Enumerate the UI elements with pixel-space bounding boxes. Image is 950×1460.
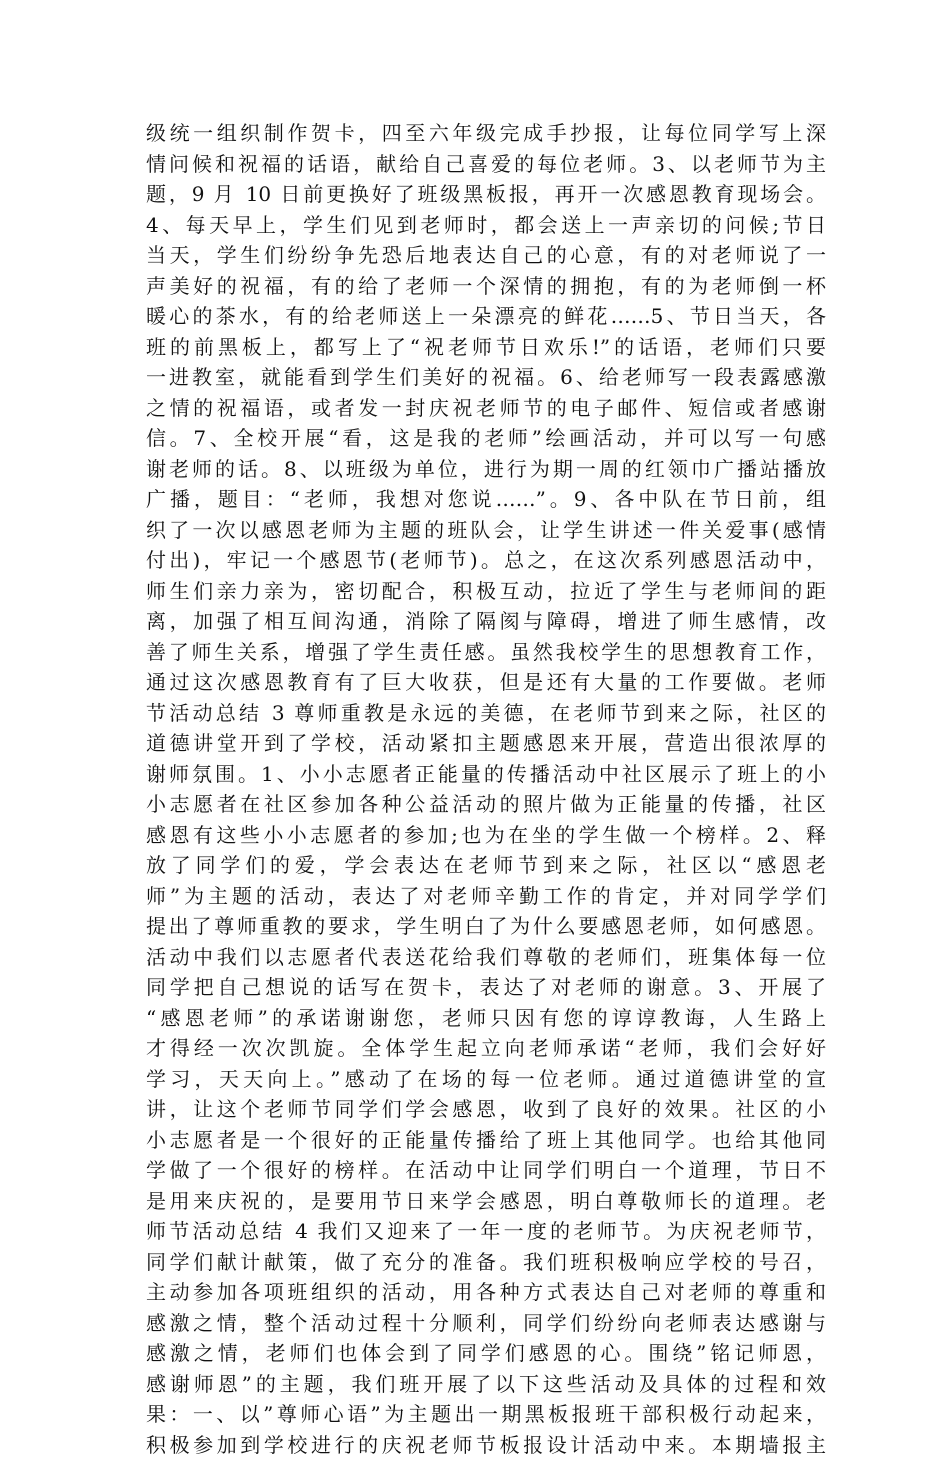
text-line: 放了同学们的爱，学会表达在老师节到来之际，社区以“感恩老 (146, 850, 826, 881)
text-line: 果：一、以”尊师心语”为主题出一期黑板报班干部积极行动起来， (146, 1399, 826, 1430)
text-line: 师生们亲力亲为，密切配合，积极互动，拉近了学生与老师间的距 (146, 576, 826, 607)
text-line: 学习，天天向上。”感动了在场的每一位老师。通过道德讲堂的宣 (146, 1064, 826, 1095)
text-line: 之情的祝福语，或者发一封庆祝老师节的电子邮件、短信或者感谢 (146, 393, 826, 424)
text-line: 一进教室，就能看到学生们美好的祝福。6、给老师写一段表露感激 (146, 362, 826, 393)
text-line: 广播，题目：“老师，我想对您说……”。9、各中队在节日前，组 (146, 484, 826, 515)
text-line: 师”为主题的活动，表达了对老师辛勤工作的肯定，并对同学学们 (146, 881, 826, 912)
text-line: 感恩有这些小小志愿者的参加;也为在坐的学生做一个榜样。2、释 (146, 820, 826, 851)
text-line: 感谢师恩”的主题，我们班开展了以下这些活动及具体的过程和效 (146, 1369, 826, 1400)
text-line: 通过这次感恩教育有了巨大收获，但是还有大量的工作要做。老师 (146, 667, 826, 698)
text-line: 活动中我们以志愿者代表送花给我们尊敬的老师们，班集体每一位 (146, 942, 826, 973)
text-line: 题，9 月 10 日前更换好了班级黑板报，再开一次感恩教育现场会。 (146, 179, 826, 210)
text-line: 当天，学生们纷纷争先恐后地表达自己的心意，有的对老师说了一 (146, 240, 826, 271)
text-line: 才得经一次次凯旋。全体学生起立向老师承诺“老师，我们会好好 (146, 1033, 826, 1064)
text-line: 提出了尊师重教的要求，学生明白了为什么要感恩老师，如何感恩。 (146, 911, 826, 942)
text-line: 小志愿者是一个很好的正能量传播给了班上其他同学。也给其他同 (146, 1125, 826, 1156)
text-line: 暖心的茶水，有的给老师送上一朵漂亮的鲜花……5、节日当天，各 (146, 301, 826, 332)
text-line: 积极参加到学校进行的庆祝老师节板报设计活动中来。本期墙报主 (146, 1430, 826, 1460)
text-line: 班的前黑板上，都写上了“祝老师节日欢乐!”的话语，老师们只要 (146, 332, 826, 363)
text-line: “感恩老师”的承诺谢谢您，老师只因有您的谆谆教诲，人生路上 (146, 1003, 826, 1034)
text-line: 讲，让这个老师节同学们学会感恩，收到了良好的效果。社区的小 (146, 1094, 826, 1125)
text-line: 情问候和祝福的话语，献给自己喜爱的每位老师。3、以老师节为主 (146, 149, 826, 180)
text-line: 同学们献计献策，做了充分的准备。我们班积极响应学校的号召， (146, 1247, 826, 1278)
text-line: 离，加强了相互间沟通，消除了隔阂与障碍，增进了师生感情，改 (146, 606, 826, 637)
text-line: 谢老师的话。8、以班级为单位，进行为期一周的红领巾广播站播放 (146, 454, 826, 485)
body-text (146, 118, 826, 1460)
text-line: 级统一组织制作贺卡，四至六年级完成手抄报，让每位同学写上深 (146, 118, 826, 149)
text-line: 是用来庆祝的，是要用节日来学会感恩，明白尊敬师长的道理。老 (146, 1186, 826, 1217)
text-line: 织了一次以感恩老师为主题的班队会，让学生讲述一件关爱事(感情 (146, 515, 826, 546)
text-line: 付出)，牢记一个感恩节(老师节)。总之，在这次系列感恩活动中， (146, 545, 826, 576)
text-line: 节活动总结 3 尊师重教是永远的美德，在老师节到来之际，社区的 (146, 698, 826, 729)
text-line: 师节活动总结 4 我们又迎来了一年一度的老师节。为庆祝老师节， (146, 1216, 826, 1247)
text-line: 学做了一个很好的榜样。在活动中让同学们明白一个道理，节日不 (146, 1155, 826, 1186)
text-line: 谢师氛围。1、小小志愿者正能量的传播活动中社区展示了班上的小 (146, 759, 826, 790)
text-line: 主动参加各项班组织的活动，用各种方式表达自己对老师的尊重和 (146, 1277, 826, 1308)
text-line: 道德讲堂开到了学校，活动紧扣主题感恩来开展，营造出很浓厚的 (146, 728, 826, 759)
text-line: 4、每天早上，学生们见到老师时，都会送上一声亲切的问候;节日 (146, 210, 826, 241)
text-line: 感激之情，老师们也体会到了同学们感恩的心。围绕”铭记师恩， (146, 1338, 826, 1369)
text-line: 感激之情，整个活动过程十分顺利，同学们纷纷向老师表达感谢与 (146, 1308, 826, 1339)
text-line: 信。7、全校开展“看，这是我的老师”绘画活动，并可以写一句感 (146, 423, 826, 454)
text-line: 小志愿者在社区参加各种公益活动的照片做为正能量的传播，社区 (146, 789, 826, 820)
text-line: 善了师生关系，增强了学生责任感。虽然我校学生的思想教育工作， (146, 637, 826, 668)
text-line: 声美好的祝福，有的给了老师一个深情的拥抱，有的为老师倒一杯 (146, 271, 826, 302)
text-line: 同学把自己想说的话写在贺卡，表达了对老师的谢意。3、开展了 (146, 972, 826, 1003)
